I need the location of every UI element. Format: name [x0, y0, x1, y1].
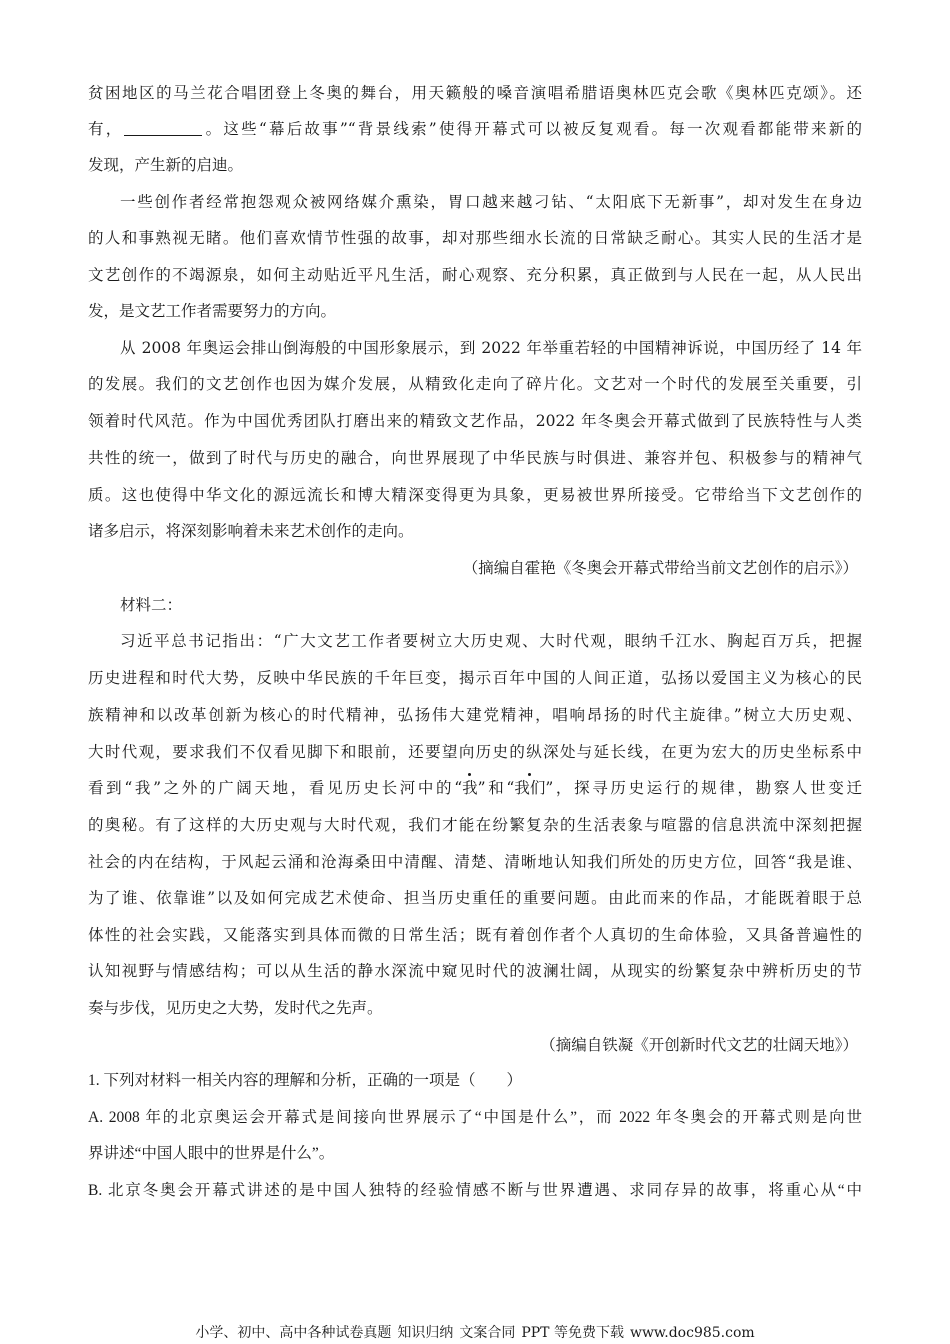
paragraph-line: 领着时代风范。作为中国优秀团队打磨出来的精致文艺作品，2022 年冬奥会开幕式做到了民族特性与人类 — [88, 412, 862, 430]
fill-in-blank — [124, 121, 202, 136]
paragraph-line: 认知视野与情感结构；可以从生活的静水深流中窥见时代的波澜壮阔，从现实的纷繁复杂中辨析历史的节 — [88, 962, 862, 980]
section-heading: 材料二： — [120, 596, 183, 614]
text-fragment: ”和“ — [477, 779, 515, 797]
option-a: A. 2008 年的北京奥运会开幕式是间接向世界展示了“中国是什么”，而 2022 年冬奥会的开幕式则是向世 — [88, 1109, 862, 1126]
paragraph-line-emphasis — [88, 777, 862, 799]
text-fragment: 。这些“幕后故事”“背景线索”使得开幕式可以被反复观看。每一次观看都能带来新的 — [203, 120, 862, 138]
source-citation: （摘编自霍艳《冬奥会开幕式带给当前文艺创作的启示》） — [462, 559, 858, 577]
page-footer — [0, 1324, 950, 1342]
paragraph-line: 体性的社会实践，又能落实到具体而微的日常生活；既有着创作者个人真切的生命体验，又具备普遍性的 — [88, 926, 862, 944]
paragraph-line: 的奥秘。有了这样的大历史观与大时代观，我们才能在纷繁复杂的生活表象与喧嚣的信息洪流中深刻把握 — [88, 816, 862, 834]
footer-text: PPT 等免费下载 — [521, 1325, 624, 1341]
paragraph-line: 一些创作者经常抱怨观众被网络媒介熏染，胃口越来越刁钻、“太阳底下无新事”，却对发生在身边 — [120, 193, 862, 211]
paragraph-line: 共性的统一，做到了时代与历史的融合，向世界展现了中华民族与时俱进、兼容并包、积极参与的精神气 — [88, 449, 862, 467]
source-citation: （摘编自铁凝《开创新时代文艺的壮阔天地》） — [540, 1036, 858, 1054]
paragraph-line: 为了谁、依靠谁”以及如何完成艺术使命、担当历史重任的重要问题。由此而来的作品，才能既着眼于总 — [88, 889, 862, 907]
text-fragment: 看到“我”之外的广阔天地，看见历史长河中的“ — [88, 779, 463, 797]
option-b: B. 北京冬奥会开幕式讲述的是中国人独特的经验情感不断与世界遭遇、求同存异的故事，将重心从“中 — [88, 1182, 862, 1199]
paragraph-line: 历史进程和时代大势，反映中华民族的千年巨变，揭示百年中国的人间正道，弘扬以爱国主义为核心的民 — [88, 669, 862, 687]
paragraph-line: 大时代观，要求我们不仅看见脚下和眼前，还要望向历史的纵深处与延长线，在更为宏大的历史坐标系中 — [88, 743, 862, 761]
emphasized-word: 我 — [462, 779, 478, 797]
paragraph-line: 质。这也使得中华文化的源远流长和博大精深变得更为具象，更易被世界所接受。它带给当下文艺创作的 — [88, 486, 862, 504]
paragraph-line: 的发展。我们的文艺创作也因为媒介发展，从精致化走向了碎片化。文艺对一个时代的发展至关重要，引 — [88, 375, 862, 393]
paragraph-line: 习近平总书记指出：“广大文艺工作者要树立大历史观、大时代观，眼纳千江水、胸起百万兵，把握 — [120, 632, 862, 650]
paragraph-line: 发，是文艺工作者需要努力的方向。 — [88, 302, 337, 320]
footer-text: 小学、初中、高中各种试卷真题 — [195, 1325, 392, 1341]
text-fragment: ”，探寻历史运行的规律，勘察人世变迁 — [545, 779, 862, 797]
paragraph-line-with-blank — [88, 118, 862, 140]
paragraph-line: 奏与步伐，见历史之大势，发时代之先声。 — [88, 999, 383, 1017]
question-stem: 1. 下列对材料一相关内容的理解和分析，正确的一项是（ ） — [88, 1072, 523, 1089]
paragraph-line: 的人和事熟视无睹。他们喜欢情节性强的故事，却对那些细水长流的日常缺乏耐心。其实人民的生活才是 — [88, 229, 862, 247]
paragraph-line: 从 2008 年奥运会排山倒海般的中国形象展示，到 2022 年举重若轻的中国精神诉说，中国历经了 14 年 — [120, 339, 862, 357]
footer-text: 文案合同 — [459, 1325, 516, 1341]
paragraph-line: 诸多启示，将深刻影响着未来艺术创作的走向。 — [88, 522, 414, 540]
paragraph-line: 族精神和以改革创新为核心的时代精神，弘扬伟大建党精神，唱响昂扬的时代主旋律。”树立大历史观、 — [88, 706, 862, 724]
paragraph-line: 文艺创作的不竭源泉，如何主动贴近平凡生活，耐心观察、充分积累，真正做到与人民在一起，从人民出 — [88, 266, 862, 284]
paragraph-line: 社会的内在结构，于风起云涌和沧海桑田中清醒、清楚、清晰地认知我们所处的历史方位，回答“我是谁、 — [88, 853, 862, 871]
paragraph-line: 贫困地区的马兰花合唱团登上冬奥的舞台，用天籁般的嗓音演唱希腊语奥林匹克会歌《奥林匹克颂》。还 — [88, 84, 862, 102]
emphasized-word: 我们 — [514, 779, 546, 797]
text-fragment: 有， — [88, 120, 124, 138]
option-a-continued: 界讲述“中国人眼中的世界是什么”。 — [88, 1145, 335, 1162]
footer-text: 知识归纳 — [397, 1325, 454, 1341]
paragraph-line: 发现，产生新的启迪。 — [88, 156, 244, 174]
footer-link[interactable]: www.doc985.com — [629, 1325, 755, 1341]
